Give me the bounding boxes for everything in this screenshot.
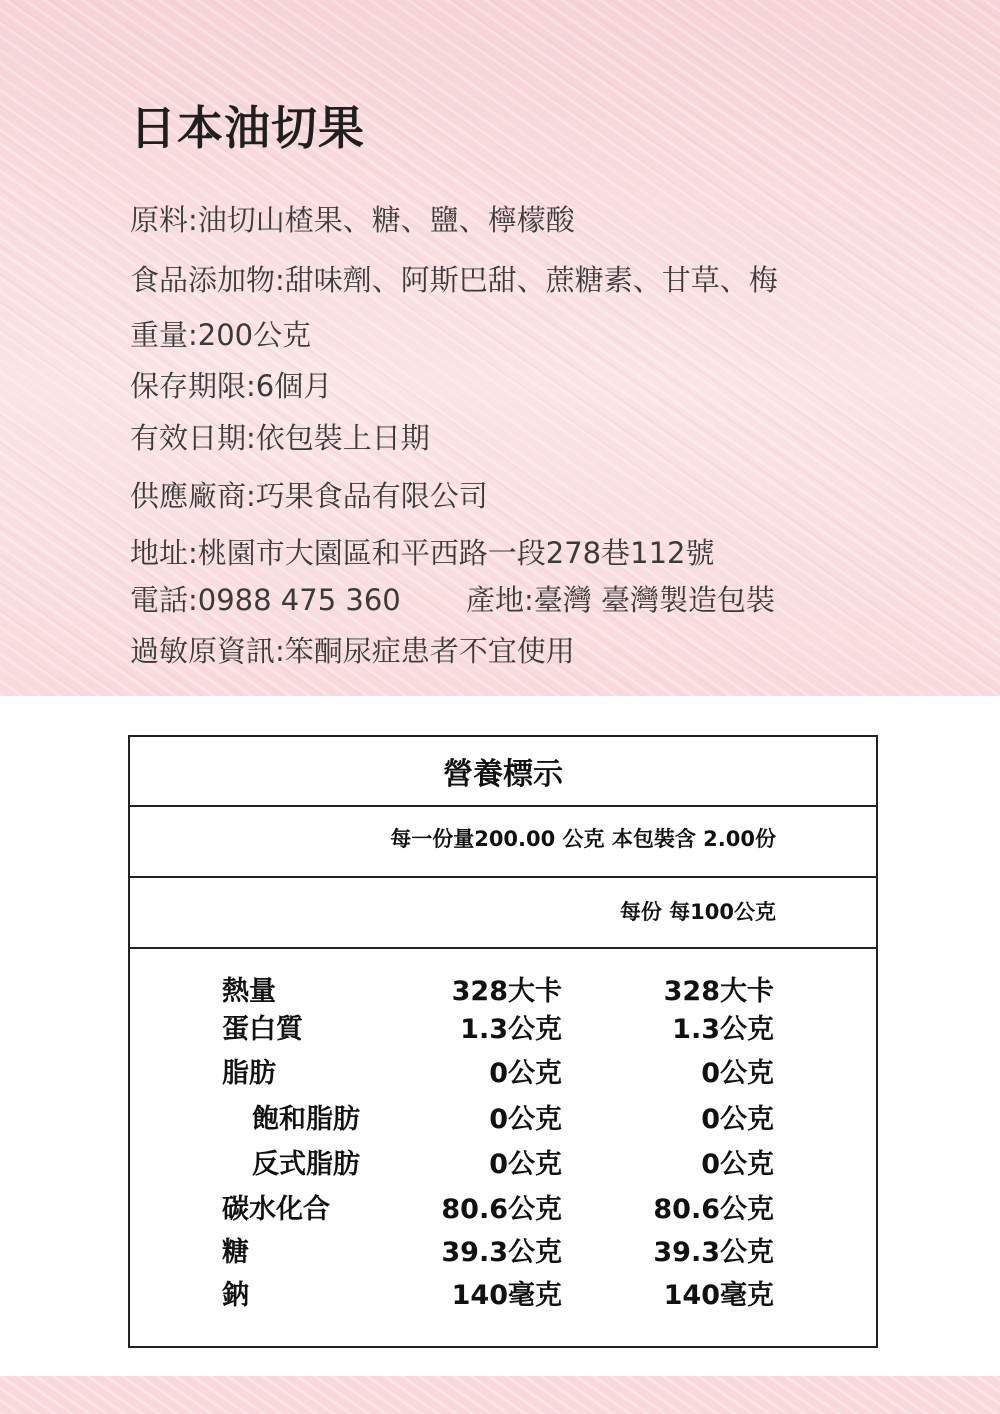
nutrient-row-protein [130,1007,876,1047]
per-100g-value: 140毫克 [663,1280,774,1311]
nutrient-name: 飽和脂肪 [252,1104,360,1135]
nutrient-name: 鈉 [222,1280,249,1311]
additives-line: 食品添加物:甜味劑、阿斯巴甜、蔗糖素、甘草、梅 [130,263,778,297]
pink-footer-strip [0,1376,1000,1414]
per-serving-value: 0公克 [489,1104,562,1135]
nutrient-row-carbohydrate [130,1187,876,1227]
expiry-line: 有效日期:依包裝上日期 [130,421,430,455]
ingredients-line: 原料:油切山楂果、糖、鹽、檸檬酸 [130,203,575,237]
divider [130,947,876,949]
product-title: 日本油切果 [130,101,365,155]
nutrient-name: 蛋白質 [222,1014,303,1045]
per-100g-value: 0公克 [701,1104,774,1135]
supplier-line: 供應廠商:巧果食品有限公司 [130,479,488,513]
serving-size: 每一份量200.00 公克 本包裝含 2.00份 [390,827,776,851]
phone-line: 電話:0988 475 360 [130,583,401,617]
divider [130,876,876,878]
divider [130,805,876,807]
per-serving-value: 140毫克 [451,1280,562,1311]
per-100g-value: 1.3公克 [672,1014,774,1045]
per-100g-value: 39.3公克 [653,1237,774,1268]
address-line: 地址:桃園市大園區和平西路一段278巷112號 [130,536,715,570]
per-100g-value: 80.6公克 [653,1194,774,1225]
nutrient-row-trans-fat [130,1142,876,1182]
per-100g-value: 328大卡 [663,976,774,1007]
allergen-line: 過敏原資訊:笨酮尿症患者不宜使用 [130,634,575,668]
nutrient-name: 碳水化合 [222,1194,330,1225]
nutrient-row-sodium [130,1273,876,1313]
per-serving-value: 328大卡 [451,976,562,1007]
per-100g-value: 0公克 [701,1058,774,1089]
nutrient-row-energy [130,969,876,1009]
per-serving-value: 39.3公克 [441,1237,562,1268]
per-serving-value: 1.3公克 [460,1014,562,1045]
nutrition-label [128,735,878,1348]
weight-line: 重量:200公克 [130,318,312,352]
nutrient-name: 脂肪 [222,1058,276,1089]
column-header: 每份 每100公克 [619,900,776,924]
nutrient-row-saturated-fat [130,1097,876,1137]
nutrient-row-fat [130,1051,876,1091]
nutrient-name: 反式脂肪 [252,1149,360,1180]
origin-line: 產地:臺灣 臺灣製造包裝 [466,583,775,617]
shelf-life-line: 保存期限:6個月 [130,369,333,403]
nutrient-name: 糖 [222,1237,249,1268]
nutrient-name: 熱量 [222,976,276,1007]
per-serving-value: 80.6公克 [441,1194,562,1225]
per-serving-value: 0公克 [489,1058,562,1089]
nutrition-title: 營養標示 [443,757,563,792]
nutrient-row-sugar [130,1230,876,1270]
per-100g-value: 0公克 [701,1149,774,1180]
per-serving-value: 0公克 [489,1149,562,1180]
